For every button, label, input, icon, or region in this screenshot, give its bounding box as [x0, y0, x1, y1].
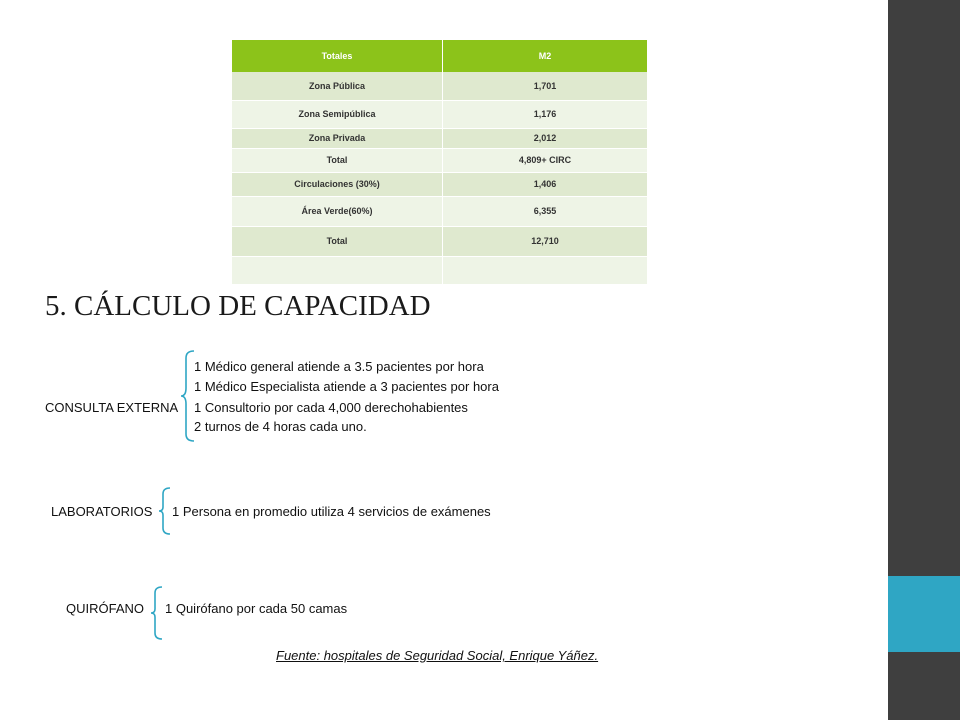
quirofano-brace: [150, 586, 164, 640]
table-row: [232, 128, 648, 148]
consulta-line: 1 Médico general atiende a 3.5 pacientes por hora: [194, 359, 484, 374]
table-row: [232, 196, 648, 226]
table-cell: 1,406: [443, 172, 648, 196]
totals-table-container: [232, 40, 648, 285]
table-cell: Área Verde(60%): [232, 196, 443, 226]
source-note: Fuente: hospitales de Seguridad Social, Enrique Yáñez.: [276, 648, 599, 663]
side-band-accent: [888, 576, 960, 652]
totals-table: [232, 40, 648, 285]
table-cell: Zona Pública: [232, 72, 443, 100]
table-row: [232, 100, 648, 128]
table-row: [232, 72, 648, 100]
consulta-line: 1 Médico Especialista atiende a 3 pacientes por hora: [194, 379, 499, 394]
table-cell: Total: [232, 148, 443, 172]
header-totales: Totales: [232, 40, 443, 72]
table-cell: Total: [232, 226, 443, 256]
table-row: [232, 172, 648, 196]
laboratorios-line: 1 Persona en promedio utiliza 4 servicios de exámenes: [172, 504, 491, 519]
table-cell: Zona Privada: [232, 128, 443, 148]
page-title: 5. CÁLCULO DE CAPACIDAD: [45, 290, 431, 322]
side-band-dark: [888, 0, 960, 576]
table-row: [232, 148, 648, 172]
table-row: [232, 256, 648, 284]
table-cell: [232, 256, 443, 284]
table-cell: Zona Semipública: [232, 100, 443, 128]
table-cell: 1,176: [443, 100, 648, 128]
consulta-line: 1 Consultorio por cada 4,000 derechohabientes: [194, 400, 468, 415]
table-header-row: [232, 40, 648, 72]
laboratorios-brace: [158, 487, 172, 535]
quirofano-label: QUIRÓFANO: [66, 601, 145, 616]
laboratorios-label: LABORATORIOS: [51, 504, 153, 519]
quirofano-line: 1 Quirófano por cada 50 camas: [165, 601, 348, 616]
table-cell: 6,355: [443, 196, 648, 226]
consulta-externa-label: CONSULTA EXTERNA: [45, 400, 179, 415]
header-m2: M2: [443, 40, 648, 72]
side-band-dark-bottom: [888, 652, 960, 720]
consulta-line: 2 turnos de 4 horas cada uno.: [194, 419, 367, 434]
table-cell: Circulaciones (30%): [232, 172, 443, 196]
table-cell: [443, 256, 648, 284]
table-cell: 2,012: [443, 128, 648, 148]
table-cell: 12,710: [443, 226, 648, 256]
table-cell: 1,701: [443, 72, 648, 100]
table-row: [232, 226, 648, 256]
table-cell: 4,809+ CIRC: [443, 148, 648, 172]
